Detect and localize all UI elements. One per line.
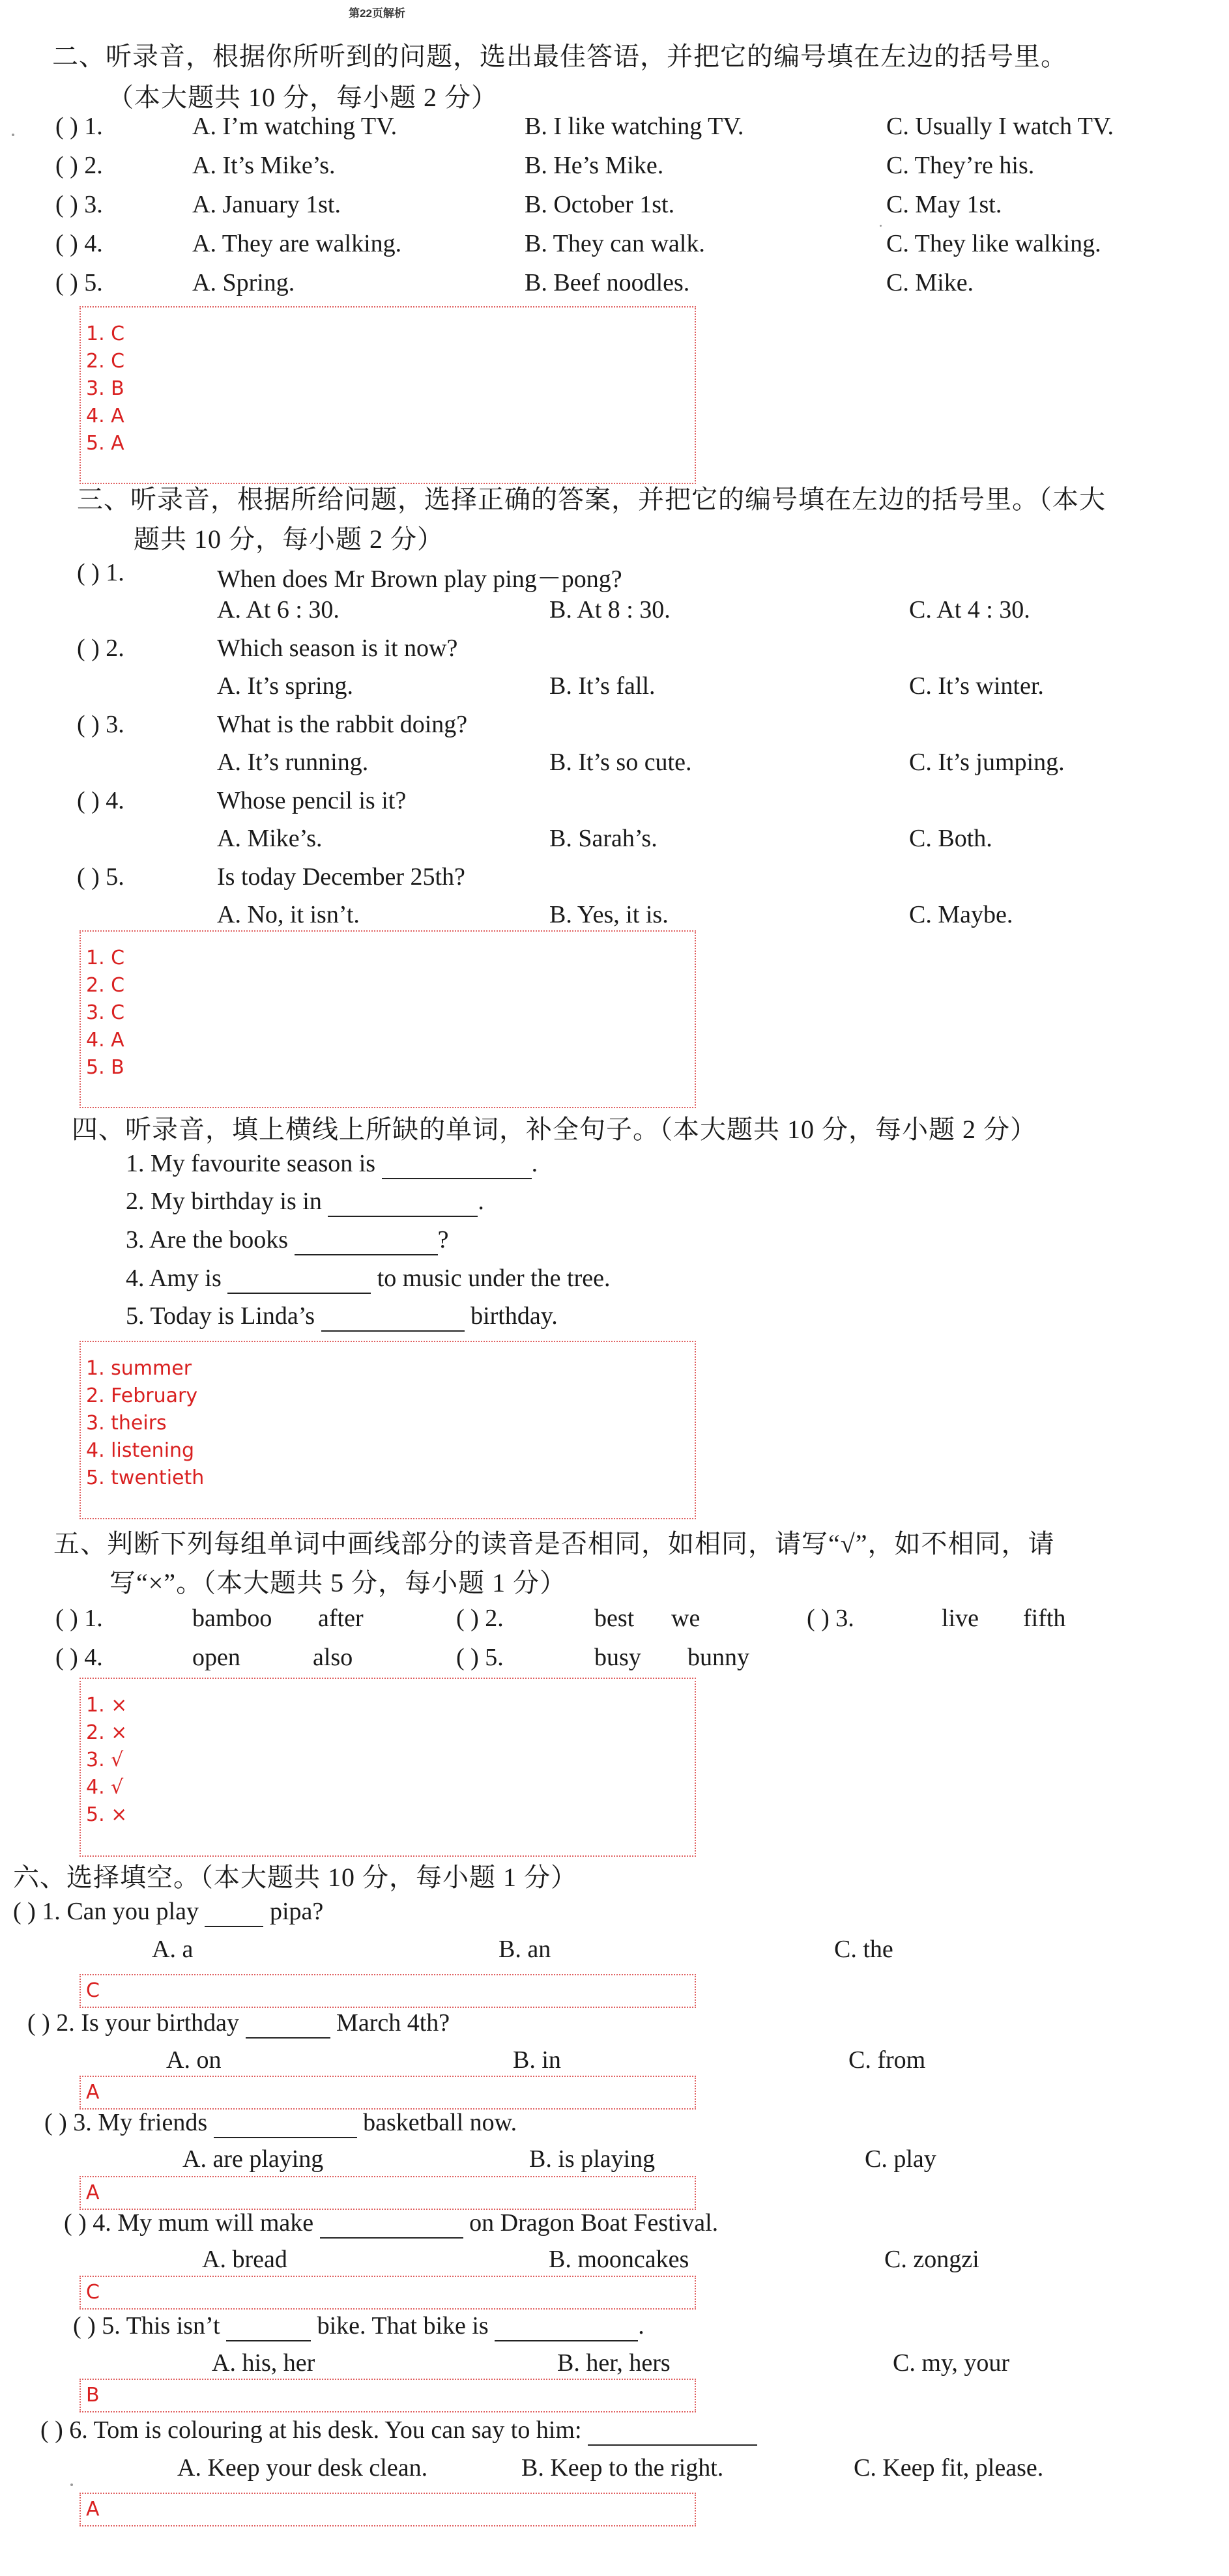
option-b: B. I like watching TV. [525,113,744,140]
answer-line: 2. February [86,1384,198,1407]
section3-subheading: 题共 10 分，每小题 2 分） [134,524,444,554]
answer-blank [205,1897,263,1927]
question-number: ( ) 5. [456,1644,504,1671]
answer-box [80,2076,696,2110]
answer-line: 1. summer [86,1357,192,1380]
option-c: C. Keep fit, please. [854,2454,1044,2482]
answer-box [80,306,696,484]
answer-blank [214,2108,357,2138]
answer-line: 5. A [86,432,124,455]
question-line [64,2209,718,2239]
word-1: bamboo [192,1605,272,1632]
section4-heading: 四、听录音，填上横线上所缺的单词，补全句子。（本大题共 10 分，每小题 2 分） [72,1115,1037,1144]
answer-blank [321,1302,465,1332]
section2-heading: 二、听录音，根据你所听到的问题，选出最佳答语，并把它的编号填在左边的括号里。 [52,42,1067,71]
answer-line: C [86,2281,100,2304]
sentence-end: . [531,1150,538,1177]
answer-line: 2. C [86,974,125,997]
sentence-start: My mum will make [117,2209,314,2237]
question-line [13,1897,323,1927]
fill-in-item [126,1149,538,1179]
answer-line: 2. × [86,1721,128,1744]
question-number: ( ) 4. [64,2209,111,2237]
question-line [27,2009,450,2039]
answer-box [80,1974,696,2008]
option-a: A. on [166,2046,222,2074]
answer-line: 1. × [86,1694,128,1717]
sentence-start: Tom is colouring at his desk. You can say to him: [93,2416,582,2444]
question-number: ( ) 2. [456,1605,504,1632]
word-2: after [318,1605,364,1632]
word-2: also [313,1644,353,1671]
sentence-end: . [478,1188,484,1215]
question-text: When does Mr Brown play ping－pong? [217,565,622,593]
option-c: C. They like walking. [886,230,1101,257]
sentence-start: 2. My birthday is in [126,1188,322,1215]
sentence-start: 4. Amy is [126,1265,222,1292]
option-a: A. They are walking. [192,230,402,257]
word-1: busy [594,1644,641,1671]
question-text: Is today December 25th? [217,863,465,891]
sentence-start: Is your birthday [81,2009,240,2037]
answer-line: 4. A [86,405,124,427]
scan-speck [70,2483,73,2486]
option-b: B. Beef noodles. [525,269,690,296]
option-a: A. Mike’s. [217,825,323,852]
option-c: C. Both. [909,825,992,852]
sentence-start: Can you play [66,1898,199,1925]
option-a: A. I’m watching TV. [192,113,398,140]
answer-line: C [86,1979,100,2002]
answer-line: A [86,2081,100,2104]
question-number: ( ) 1. [55,1605,103,1632]
fill-in-item [126,1187,484,1217]
question-line [40,2416,757,2446]
question-number: ( ) 4. [55,230,103,257]
answer-line: 4. A [86,1029,124,1052]
answer-line: 3. C [86,1001,125,1024]
question-text: What is the rabbit doing? [217,711,468,738]
answer-line: 5. B [86,1056,124,1079]
option-b: B. Yes, it is. [549,901,669,928]
answer-line: 1. C [86,322,125,345]
question-line [73,2311,644,2341]
option-c: C. It’s winter. [909,672,1044,700]
sentence-start: 3. Are the books [126,1226,289,1253]
answer-box [80,1678,696,1857]
question-number: ( ) 5. [77,863,124,891]
answer-box [80,2276,696,2310]
scan-speck [880,225,882,227]
question-number: ( ) 4. [77,787,124,814]
option-a: A. are playing [182,2145,324,2173]
option-c: C. At 4 : 30. [909,596,1030,623]
question-number: ( ) 3. [807,1605,854,1632]
answer-line: 1. C [86,947,125,969]
answer-blank [320,2209,463,2239]
option-b: B. an [499,1936,551,1963]
option-a: A. No, it isn’t. [217,901,360,928]
question-number: ( ) 4. [55,1644,103,1671]
answer-blank [246,2009,330,2039]
word-1: live [942,1605,979,1632]
answer-line: A [86,2498,100,2521]
option-a: A. It’s Mike’s. [192,152,336,179]
answer-line: 5. × [86,1803,128,1826]
sentence-start: This isn’t [126,2312,220,2340]
answer-line: A [86,2181,100,2204]
answer-line: 3. theirs [86,1412,167,1435]
option-a: A. Spring. [192,269,295,296]
section5-heading: 五、判断下列每组单词中画线部分的读音是否相同，如相同，请写“√”，如不相同，请 [53,1529,1055,1558]
question-number: ( ) 6. [40,2416,88,2444]
page-title: 第22页解析 [349,7,405,20]
word-1: open [192,1644,240,1671]
sentence-end: March 4th? [336,2009,450,2037]
option-a: A. It’s running. [217,749,369,776]
answer-box [80,930,696,1108]
answer-blank [295,1225,438,1255]
option-c: C. Usually I watch TV. [886,113,1114,140]
question-number: ( ) 5. [55,269,103,296]
answer-line: 3. B [86,377,124,400]
sentence-start: 5. Today is Linda’s [126,1302,315,1330]
question-number: ( ) 2. [77,635,124,662]
question-number: ( ) 1. [77,559,124,586]
option-b: B. At 8 : 30. [549,596,671,623]
option-b: B. They can walk. [525,230,705,257]
question-number: ( ) 2. [55,152,103,179]
sentence-end: on Dragon Boat Festival. [469,2209,719,2237]
question-line [44,2108,517,2138]
option-c: C. from [848,2046,926,2074]
option-b: B. It’s fall. [549,672,656,700]
fill-in-item [126,1225,448,1255]
option-b: B. It’s so cute. [549,749,692,776]
sentence-end: basketball now. [363,2109,517,2136]
answer-box [80,1341,696,1519]
option-c: C. May 1st. [886,191,1002,218]
scan-speck [12,134,14,136]
sentence-start: My friends [98,2109,208,2136]
sentence-end: pipa? [269,1898,324,1925]
answer-blank [588,2416,757,2446]
option-a: A. bread [202,2246,287,2273]
answer-blank [328,1187,478,1217]
section3-heading: 三、听录音，根据所给问题，选择正确的答案，并把它的编号填在左边的括号里。（本大 [77,485,1106,514]
answer-box [80,2379,696,2412]
question-number: ( ) 2. [27,2009,75,2037]
option-c: C. Maybe. [909,901,1013,928]
answer-box [80,2176,696,2210]
option-c: C. the [834,1936,893,1963]
answer-line: 4. √ [86,1776,124,1799]
section2-subheading: （本大题共 10 分，每小题 2 分） [108,83,498,112]
option-c: C. my, your [893,2349,1010,2377]
option-b: B. Sarah’s. [549,825,658,852]
answer-line: B [86,2384,100,2407]
option-b: B. her, hers [557,2349,671,2377]
option-c: C. It’s jumping. [909,749,1065,776]
question-number: ( ) 3. [77,711,124,738]
option-a: A. At 6 : 30. [217,596,340,623]
option-c: C. zongzi [884,2246,979,2273]
answer-blank [382,1149,532,1179]
option-b: B. in [513,2046,561,2074]
option-a: A. It’s spring. [217,672,353,700]
option-a: A. a [152,1936,194,1963]
word-2: fifth [1023,1605,1066,1632]
fill-in-item [126,1302,558,1332]
question-text: Which season is it now? [217,635,458,662]
answer-line: 4. listening [86,1439,195,1462]
answer-box [80,2493,696,2526]
option-a: A. his, her [212,2349,315,2377]
word-2: bunny [687,1644,749,1671]
option-b: B. October 1st. [525,191,675,218]
question-number: ( ) 5. [73,2312,121,2340]
question-number: ( ) 1. [55,113,103,140]
word-2: we [671,1605,701,1632]
answer-blank [227,1264,371,1294]
option-a: A. Keep your desk clean. [177,2454,428,2482]
option-b: B. Keep to the right. [521,2454,724,2482]
option-b: B. He’s Mike. [525,152,664,179]
option-b: B. is playing [529,2145,656,2173]
question-number: ( ) 3. [55,191,103,218]
sentence-end: birthday. [470,1302,558,1330]
section5-subheading: 写“×”。（本大题共 5 分，每小题 1 分） [109,1568,567,1597]
answer-blank [226,2311,311,2341]
option-c: C. They’re his. [886,152,1035,179]
sentence-end: ? [437,1226,449,1253]
sentence-middle: bike. That bike is [317,2312,489,2340]
sentence-end: . [638,2312,644,2340]
option-a: A. January 1st. [192,191,341,218]
question-number: ( ) 1. [13,1898,61,1925]
sentence-start: 1. My favourite season is [126,1150,376,1177]
answer-line: 5. twentieth [86,1467,205,1489]
option-b: B. mooncakes [549,2246,689,2273]
option-c: C. play [865,2145,936,2173]
answer-blank [495,2311,638,2341]
question-number: ( ) 3. [44,2109,92,2136]
sentence-end: to music under the tree. [377,1265,611,1292]
answer-line: 3. √ [86,1749,124,1771]
question-text: Whose pencil is it? [217,787,407,814]
section6-heading: 六、选择填空。（本大题共 10 分，每小题 1 分） [13,1863,577,1892]
answer-line: 2. C [86,350,125,373]
fill-in-item [126,1264,610,1294]
option-c: C. Mike. [886,269,974,296]
word-1: best [594,1605,635,1632]
